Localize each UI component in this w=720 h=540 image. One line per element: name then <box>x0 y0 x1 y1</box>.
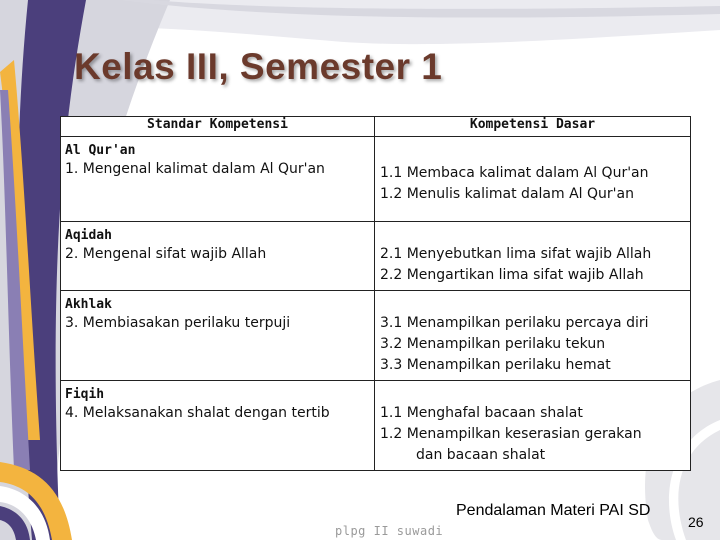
basic-competency-item: dan bacaan shalat <box>416 447 546 463</box>
competency-table <box>60 116 691 471</box>
standard-text: 2. Mengenal sifat wajib Allah <box>65 246 267 262</box>
basic-competency-item: 3.1 Menampilkan perilaku percaya diri <box>380 315 649 331</box>
standard-cell <box>61 381 375 471</box>
basic-competency-item: 1.1 Menghafal bacaan shalat <box>380 405 583 421</box>
category-label: Fiqih <box>65 387 105 402</box>
basic-competency-item: 1.2 Menulis kalimat dalam Al Qur'an <box>380 186 634 202</box>
footer-watermark: plpg II suwadi <box>335 524 444 538</box>
basic-competency-item: 1.2 Menampilkan keserasian gerakan <box>380 426 642 442</box>
standard-cell <box>61 222 375 291</box>
page-title: Kelas III, Semester 1 <box>74 46 443 87</box>
header-standard-competency: Standar Kompetensi <box>61 117 375 137</box>
page-number: 26 <box>688 514 704 530</box>
category-label: Akhlak <box>65 297 112 312</box>
basic-competency-cell <box>375 291 691 381</box>
basic-competency-cell <box>375 137 691 222</box>
standard-text: 1. Mengenal kalimat dalam Al Qur'an <box>65 161 325 177</box>
category-label: Aqidah <box>65 228 112 243</box>
basic-competency-item: 3.3 Menampilkan perilaku hemat <box>380 357 611 373</box>
table-row <box>61 222 691 291</box>
basic-competency-cell <box>375 222 691 291</box>
basic-competency-item: 2.1 Menyebutkan lima sifat wajib Allah <box>380 246 652 262</box>
table-row <box>61 381 691 471</box>
standard-cell <box>61 291 375 381</box>
basic-competency-cell <box>375 381 691 471</box>
category-label: Al Qur'an <box>65 143 136 158</box>
basic-competency-item: 3.2 Menampilkan perilaku tekun <box>380 336 606 352</box>
table-row <box>61 137 691 222</box>
standard-text: 4. Melaksanakan shalat dengan tertib <box>65 405 330 421</box>
table-row <box>61 291 691 381</box>
standard-cell <box>61 137 375 222</box>
basic-competency-item: 2.2 Mengartikan lima sifat wajib Allah <box>380 267 644 283</box>
table-header-row <box>61 117 691 137</box>
standard-text: 3. Membiasakan perilaku terpuji <box>65 315 291 331</box>
header-basic-competency: Kompetensi Dasar <box>375 117 691 137</box>
basic-competency-item: 1.1 Membaca kalimat dalam Al Qur'an <box>380 165 649 181</box>
footer-title: Pendalaman Materi PAI SD <box>456 502 651 519</box>
